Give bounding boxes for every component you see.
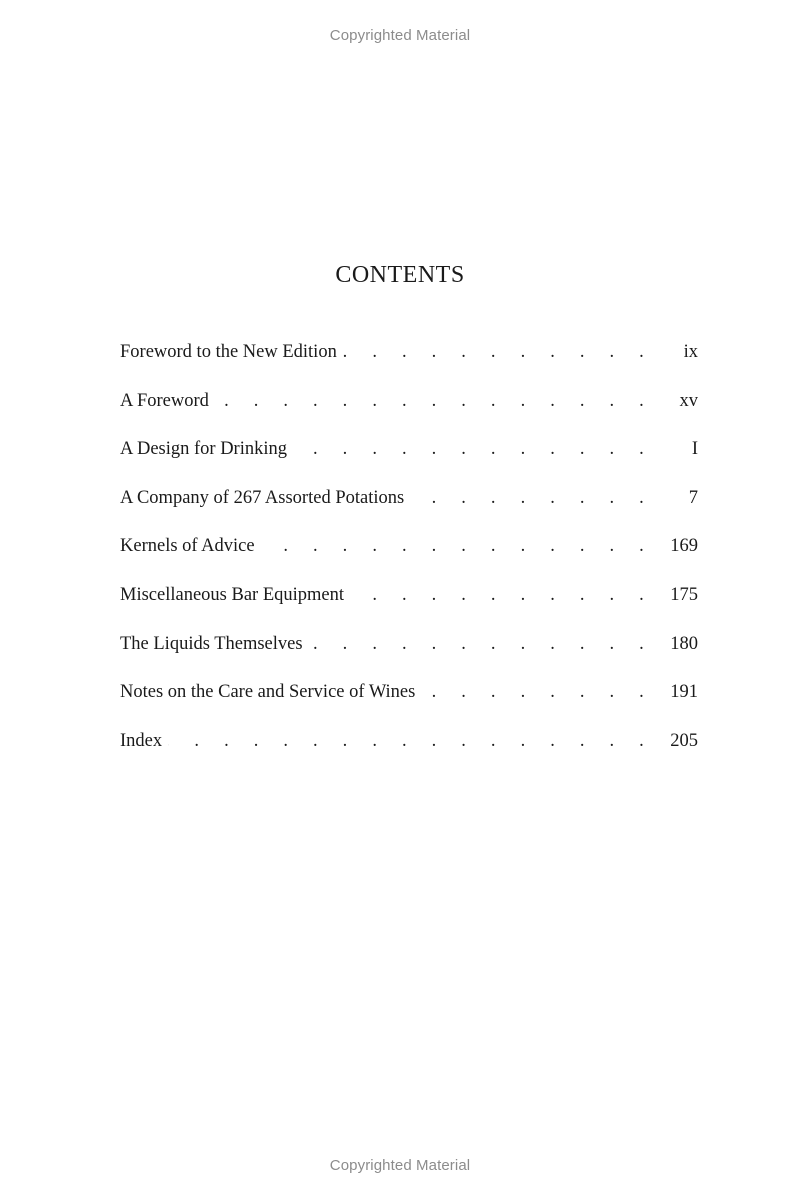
toc-entry-page: ix <box>654 338 698 366</box>
toc-entry-label: The Liquids Themselves <box>120 630 309 658</box>
toc-entry-label: A Foreword <box>120 387 215 415</box>
toc-entry-label: A Company of 267 Assorted Potations <box>120 484 410 512</box>
toc-entry <box>120 532 698 581</box>
toc-entry-page: 7 <box>654 484 698 512</box>
toc-entry-page: I <box>654 435 698 463</box>
toc-entry <box>120 338 698 387</box>
toc-entry-page: 180 <box>654 630 698 658</box>
toc-dot-leader <box>293 435 654 463</box>
toc-entry <box>120 387 698 436</box>
table-of-contents <box>120 338 698 775</box>
toc-dot-leader <box>343 338 654 366</box>
toc-dot-leader <box>168 727 654 755</box>
toc-entry-label: Kernels of Advice <box>120 532 261 560</box>
toc-entry <box>120 435 698 484</box>
toc-entry-page: 175 <box>654 581 698 609</box>
copyright-watermark-bottom: Copyrighted Material <box>329 1157 471 1174</box>
toc-entry-page: 191 <box>654 678 698 706</box>
toc-entry-label: Miscellaneous Bar Equipment <box>120 581 350 609</box>
toc-dot-leader <box>350 581 654 609</box>
toc-entry-page: 169 <box>654 532 698 560</box>
toc-entry-label: A Design for Drinking <box>120 435 293 463</box>
toc-dot-leader <box>261 532 654 560</box>
page-title: CONTENTS <box>335 262 465 288</box>
toc-dot-leader <box>410 484 654 512</box>
toc-entry-page: 205 <box>654 727 698 755</box>
toc-entry <box>120 727 698 776</box>
toc-entry <box>120 484 698 533</box>
toc-dot-leader <box>309 630 654 658</box>
toc-entry <box>120 630 698 679</box>
toc-dot-leader <box>215 387 654 415</box>
toc-dot-leader <box>421 678 654 706</box>
toc-entry-page: xv <box>654 387 698 415</box>
toc-entry <box>120 581 698 630</box>
copyright-watermark-top: Copyrighted Material <box>329 27 471 44</box>
toc-entry <box>120 678 698 727</box>
toc-entry-label: Notes on the Care and Service of Wines <box>120 678 421 706</box>
toc-entry-label: Index <box>120 727 168 755</box>
toc-entry-label: Foreword to the New Edition <box>120 338 343 366</box>
